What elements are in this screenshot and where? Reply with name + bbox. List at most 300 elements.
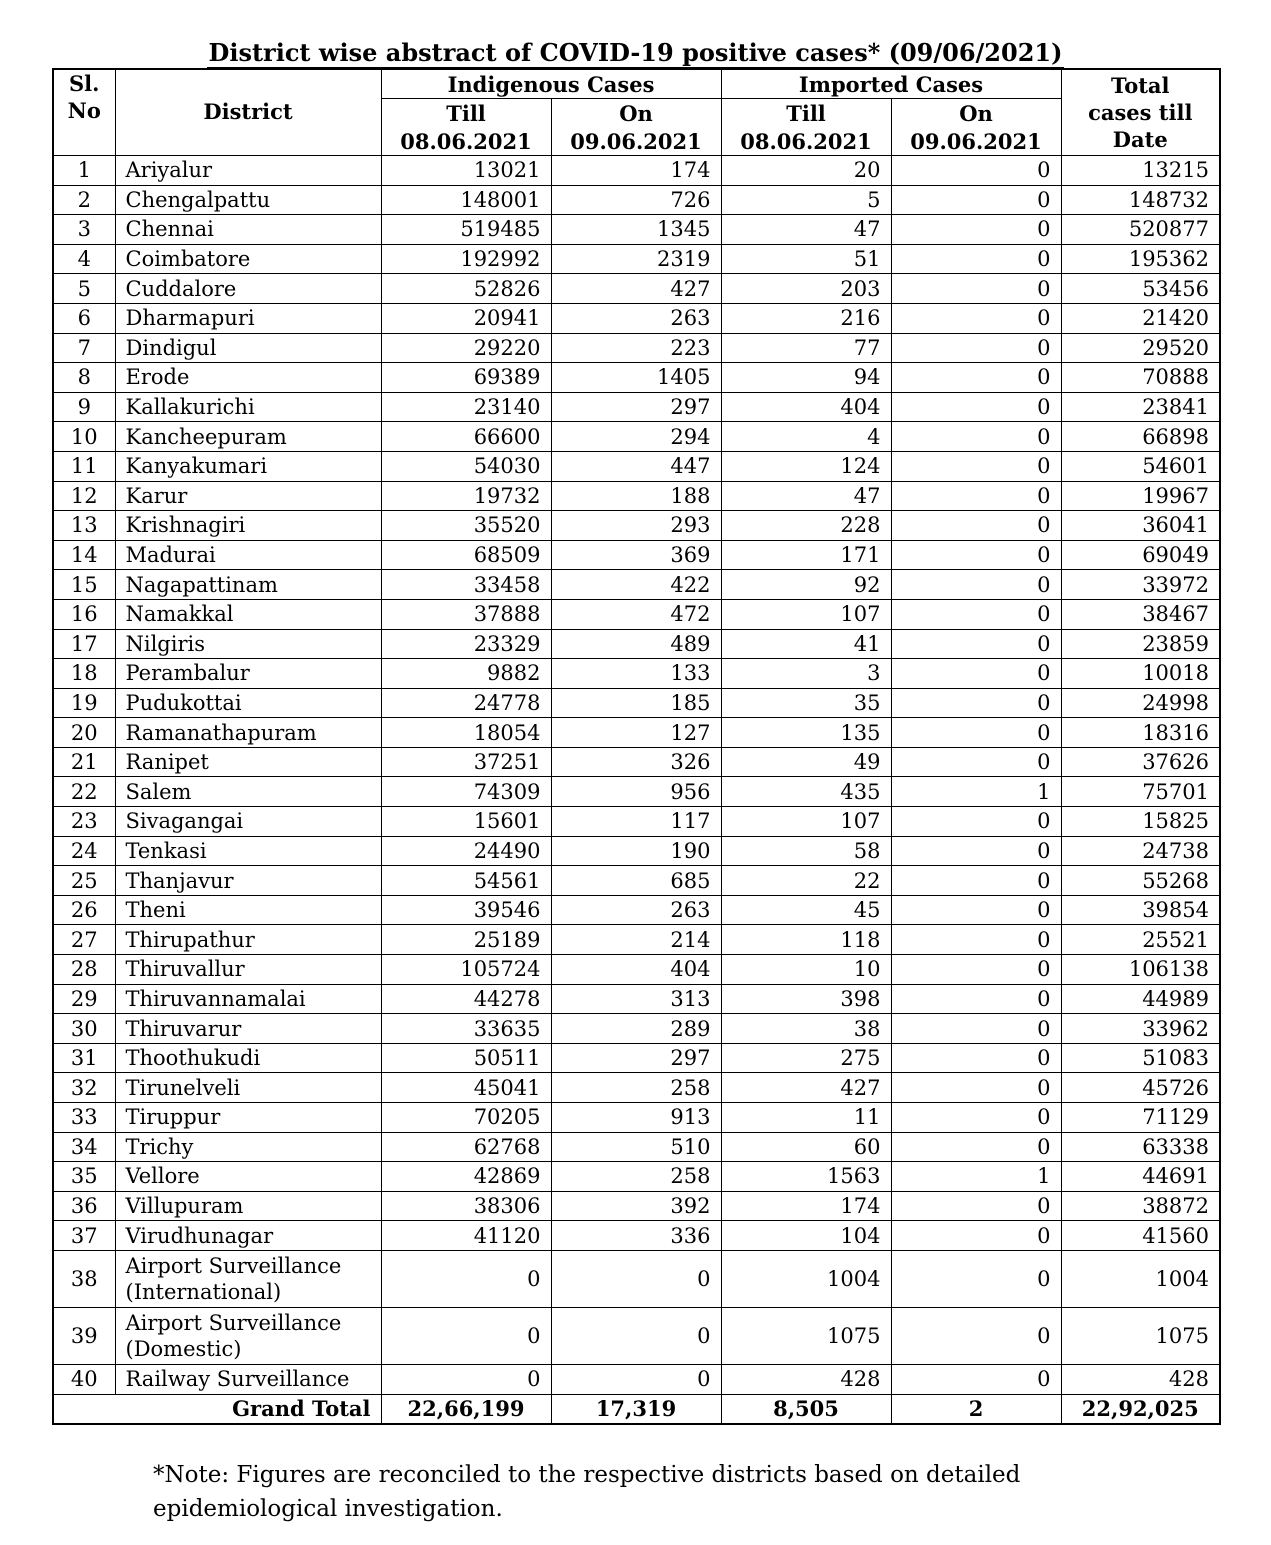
cell-ind-on: 185 [551,688,721,718]
cell-sl-no: 32 [53,1073,115,1103]
cell-imp-on: 0 [891,1307,1061,1364]
cell-imp-on: 0 [891,244,1061,274]
table-row [53,1364,1220,1394]
header-total-line2: cases till [1088,100,1193,125]
cell-imp-till: 1563 [721,1162,891,1192]
cell-ind-on: 289 [551,1014,721,1044]
cell-imp-till: 22 [721,866,891,896]
cell-ind-till: 18054 [381,718,551,748]
cell-ind-on: 0 [551,1364,721,1394]
footnote-line1: *Note: Figures are reconciled to the respective districts based on detailed [153,1462,1021,1488]
cell-ind-on: 133 [551,659,721,689]
cell-imp-on: 0 [891,1073,1061,1103]
cell-imp-till: 107 [721,807,891,837]
cell-ind-till: 148001 [381,185,551,215]
table-row [53,777,1220,807]
table-row [53,1132,1220,1162]
cell-ind-on: 685 [551,866,721,896]
cell-sl-no: 1 [53,156,115,186]
cell-ind-till: 192992 [381,244,551,274]
cell-imp-on: 0 [891,895,1061,925]
cell-ind-till: 519485 [381,215,551,245]
cell-imp-till: 118 [721,925,891,955]
cell-total: 38467 [1061,599,1220,629]
cell-total: 21420 [1061,303,1220,333]
cell-total: 25521 [1061,925,1220,955]
table-row [53,629,1220,659]
cell-total: 39854 [1061,895,1220,925]
table-row [53,451,1220,481]
cell-imp-on: 0 [891,984,1061,1014]
cell-district [115,1307,381,1364]
table-row [53,1103,1220,1133]
cell-ind-on: 1345 [551,215,721,245]
cell-total: 29520 [1061,333,1220,363]
cell-imp-on: 0 [891,451,1061,481]
header-ind-till-date: 08.06.2021 [381,127,551,156]
cell-district: Namakkal [115,599,381,629]
table-row [53,1191,1220,1221]
cell-district: Ranipet [115,747,381,777]
cell-ind-on: 214 [551,925,721,955]
cell-ind-on: 510 [551,1132,721,1162]
cell-district: Dharmapuri [115,303,381,333]
cell-sl-no: 28 [53,955,115,985]
cell-ind-on: 427 [551,274,721,304]
cell-imp-on: 0 [891,481,1061,511]
cell-imp-on: 0 [891,866,1061,896]
cell-total: 45726 [1061,1073,1220,1103]
cell-district: Thoothukudi [115,1043,381,1073]
cell-total: 15825 [1061,807,1220,837]
cell-ind-till: 35520 [381,511,551,541]
cell-imp-on: 0 [891,629,1061,659]
cell-imp-on: 0 [891,363,1061,393]
cell-district: Pudukottai [115,688,381,718]
cell-sl-no: 23 [53,807,115,837]
cell-imp-on: 0 [891,1014,1061,1044]
cell-total: 55268 [1061,866,1220,896]
header-ind-on-date: 09.06.2021 [551,127,721,156]
cell-imp-till: 35 [721,688,891,718]
cell-ind-till: 0 [381,1364,551,1394]
table-row [53,422,1220,452]
cell-district: Thiruvannamalai [115,984,381,1014]
cell-total: 38872 [1061,1191,1220,1221]
table-row [53,481,1220,511]
cell-imp-on: 0 [891,747,1061,777]
cell-imp-on: 1 [891,1162,1061,1192]
cell-sl-no: 39 [53,1307,115,1364]
cell-imp-till: 1004 [721,1250,891,1307]
cell-ind-on: 297 [551,1043,721,1073]
cell-imp-on: 0 [891,392,1061,422]
cell-district: Theni [115,895,381,925]
cell-imp-on: 0 [891,836,1061,866]
table-row [53,866,1220,896]
cell-district: Dindigul [115,333,381,363]
cell-total: 44691 [1061,1162,1220,1192]
cell-total: 66898 [1061,422,1220,452]
cell-total: 24998 [1061,688,1220,718]
cell-total: 195362 [1061,244,1220,274]
cell-sl-no: 38 [53,1250,115,1307]
cell-sl-no: 3 [53,215,115,245]
cell-district: Tiruppur [115,1103,381,1133]
cell-sl-no: 25 [53,866,115,896]
cell-district: Ariyalur [115,156,381,186]
cell-ind-on: 1405 [551,363,721,393]
cell-sl-no: 31 [53,1043,115,1073]
header-imp-till: Till [721,99,891,128]
table-body [53,156,1220,1395]
cell-total: 33962 [1061,1014,1220,1044]
cell-imp-till: 4 [721,422,891,452]
cell-imp-till: 94 [721,363,891,393]
cell-ind-till: 33635 [381,1014,551,1044]
cell-ind-on: 2319 [551,244,721,274]
cell-imp-till: 398 [721,984,891,1014]
cell-ind-till: 54561 [381,866,551,896]
table-row [53,895,1220,925]
cell-imp-on: 0 [891,1191,1061,1221]
footnote [153,1458,1113,1526]
cell-sl-no: 8 [53,363,115,393]
table-row [53,215,1220,245]
cell-total: 36041 [1061,511,1220,541]
cell-sl-no: 24 [53,836,115,866]
grand-total-ind-till: 22,66,199 [381,1394,551,1424]
cell-sl-no: 35 [53,1162,115,1192]
document-title [0,38,1271,68]
cell-ind-on: 263 [551,895,721,925]
cell-total: 41560 [1061,1221,1220,1251]
cell-sl-no: 20 [53,718,115,748]
cell-imp-on: 0 [891,215,1061,245]
cell-ind-till: 25189 [381,925,551,955]
cell-sl-no: 40 [53,1364,115,1394]
cell-district [115,1250,381,1307]
district-line1: Airport Surveillance [125,1253,342,1278]
cell-total: 13215 [1061,156,1220,186]
cell-total: 75701 [1061,777,1220,807]
district-line2: (International) [125,1279,282,1304]
cell-total: 520877 [1061,215,1220,245]
header-sl-no [53,69,115,156]
cell-imp-till: 38 [721,1014,891,1044]
table-row [53,363,1220,393]
cell-imp-on: 0 [891,540,1061,570]
cell-total: 24738 [1061,836,1220,866]
cell-sl-no: 13 [53,511,115,541]
cell-ind-on: 336 [551,1221,721,1251]
cell-ind-on: 188 [551,481,721,511]
cell-ind-till: 69389 [381,363,551,393]
table-row [53,747,1220,777]
cell-ind-till: 45041 [381,1073,551,1103]
header-indigenous: Indigenous Cases [381,69,721,99]
cell-sl-no: 29 [53,984,115,1014]
table-row [53,1043,1220,1073]
cell-district: Sivagangai [115,807,381,837]
cell-imp-till: 404 [721,392,891,422]
cell-imp-till: 60 [721,1132,891,1162]
table-row [53,570,1220,600]
cell-ind-till: 24778 [381,688,551,718]
cell-ind-till: 68509 [381,540,551,570]
cell-sl-no: 7 [53,333,115,363]
cell-imp-on: 0 [891,422,1061,452]
covid-abstract-table [52,68,1221,1425]
cell-imp-on: 0 [891,1221,1061,1251]
cell-imp-on: 0 [891,1132,1061,1162]
cell-ind-till: 9882 [381,659,551,689]
cell-district: Coimbatore [115,244,381,274]
cell-imp-till: 275 [721,1043,891,1073]
cell-district: Salem [115,777,381,807]
header-sl-no-line1: Sl. [69,71,100,96]
cell-district: Ramanathapuram [115,718,381,748]
cell-district: Tenkasi [115,836,381,866]
cell-imp-on: 0 [891,303,1061,333]
cell-sl-no: 10 [53,422,115,452]
cell-ind-on: 294 [551,422,721,452]
grand-total-row [53,1394,1220,1424]
cell-imp-on: 0 [891,333,1061,363]
cell-district: Virudhunagar [115,1221,381,1251]
cell-ind-on: 0 [551,1250,721,1307]
cell-sl-no: 22 [53,777,115,807]
cell-total: 63338 [1061,1132,1220,1162]
table-row [53,1307,1220,1364]
cell-district: Kallakurichi [115,392,381,422]
cell-total: 69049 [1061,540,1220,570]
header-sl-no-line2: No [67,98,101,123]
cell-imp-till: 58 [721,836,891,866]
cell-district: Thirupathur [115,925,381,955]
cell-imp-till: 174 [721,1191,891,1221]
cell-total: 33972 [1061,570,1220,600]
cell-imp-till: 427 [721,1073,891,1103]
cell-imp-till: 92 [721,570,891,600]
table-row [53,1073,1220,1103]
cell-imp-till: 10 [721,955,891,985]
cell-district: Erode [115,363,381,393]
cell-imp-on: 0 [891,156,1061,186]
cell-district: Perambalur [115,659,381,689]
cell-ind-till: 19732 [381,481,551,511]
cell-imp-till: 104 [721,1221,891,1251]
cell-sl-no: 17 [53,629,115,659]
cell-ind-on: 447 [551,451,721,481]
table-row [53,1221,1220,1251]
header-ind-till: Till [381,99,551,128]
table-row [53,156,1220,186]
grand-total-imp-till: 8,505 [721,1394,891,1424]
cell-ind-till: 70205 [381,1103,551,1133]
cell-district: Thanjavur [115,866,381,896]
cell-ind-on: 369 [551,540,721,570]
cell-imp-on: 0 [891,1043,1061,1073]
cell-imp-on: 0 [891,274,1061,304]
cell-ind-till: 0 [381,1250,551,1307]
cell-ind-on: 489 [551,629,721,659]
cell-imp-till: 135 [721,718,891,748]
cell-sl-no: 26 [53,895,115,925]
cell-imp-till: 47 [721,481,891,511]
grand-total-ind-on: 17,319 [551,1394,721,1424]
cell-total: 1004 [1061,1250,1220,1307]
cell-total: 54601 [1061,451,1220,481]
cell-district: Nilgiris [115,629,381,659]
cell-imp-till: 47 [721,215,891,245]
cell-district: Kancheepuram [115,422,381,452]
cell-imp-till: 216 [721,303,891,333]
cell-sl-no: 34 [53,1132,115,1162]
cell-imp-till: 3 [721,659,891,689]
cell-imp-on: 0 [891,511,1061,541]
cell-total: 1075 [1061,1307,1220,1364]
cell-ind-till: 37251 [381,747,551,777]
cell-district: Karur [115,481,381,511]
cell-ind-on: 913 [551,1103,721,1133]
district-line2: (Domestic) [125,1336,242,1361]
cell-imp-till: 51 [721,244,891,274]
cell-sl-no: 9 [53,392,115,422]
table-row [53,303,1220,333]
cell-ind-till: 24490 [381,836,551,866]
cell-ind-till: 50511 [381,1043,551,1073]
cell-ind-till: 44278 [381,984,551,1014]
cell-district: Tirunelveli [115,1073,381,1103]
cell-imp-till: 1075 [721,1307,891,1364]
cell-ind-till: 29220 [381,333,551,363]
cell-total: 10018 [1061,659,1220,689]
cell-ind-on: 422 [551,570,721,600]
cell-ind-till: 37888 [381,599,551,629]
cell-sl-no: 27 [53,925,115,955]
cell-total: 71129 [1061,1103,1220,1133]
cell-district: Villupuram [115,1191,381,1221]
table-row [53,1250,1220,1307]
grand-total-total: 22,92,025 [1061,1394,1220,1424]
table-row [53,599,1220,629]
cell-imp-on: 0 [891,185,1061,215]
cell-imp-till: 45 [721,895,891,925]
cell-imp-on: 0 [891,688,1061,718]
table-row [53,244,1220,274]
cell-imp-till: 203 [721,274,891,304]
cell-ind-on: 174 [551,156,721,186]
cell-imp-till: 41 [721,629,891,659]
header-imp-on: On [891,99,1061,128]
cell-ind-till: 23140 [381,392,551,422]
cell-ind-on: 293 [551,511,721,541]
title-text: District wise abstract of COVID-19 positive cases* (09/06/2021) [208,38,1063,67]
cell-district: Kanyakumari [115,451,381,481]
table-row [53,659,1220,689]
cell-ind-till: 74309 [381,777,551,807]
cell-ind-on: 313 [551,984,721,1014]
cell-imp-on: 0 [891,1250,1061,1307]
table-row [53,511,1220,541]
cell-ind-till: 54030 [381,451,551,481]
cell-ind-till: 105724 [381,955,551,985]
cell-ind-on: 0 [551,1307,721,1364]
table-header [53,69,1220,156]
cell-sl-no: 11 [53,451,115,481]
grand-total-label: Grand Total [53,1394,381,1424]
cell-sl-no: 12 [53,481,115,511]
cell-imp-till: 228 [721,511,891,541]
header-total-line3: Date [1112,127,1168,152]
cell-sl-no: 16 [53,599,115,629]
cell-district: Madurai [115,540,381,570]
cell-imp-till: 49 [721,747,891,777]
cell-imp-on: 0 [891,1103,1061,1133]
header-imported: Imported Cases [721,69,1061,99]
cell-sl-no: 15 [53,570,115,600]
cell-total: 18316 [1061,718,1220,748]
cell-ind-till: 39546 [381,895,551,925]
cell-imp-till: 171 [721,540,891,570]
cell-imp-till: 435 [721,777,891,807]
cell-district: Thiruvarur [115,1014,381,1044]
cell-imp-on: 0 [891,925,1061,955]
cell-imp-on: 0 [891,718,1061,748]
cell-imp-till: 124 [721,451,891,481]
district-line1: Airport Surveillance [125,1310,342,1335]
table-row [53,1014,1220,1044]
cell-district: Chengalpattu [115,185,381,215]
cell-district: Krishnagiri [115,511,381,541]
cell-sl-no: 37 [53,1221,115,1251]
cell-imp-on: 1 [891,777,1061,807]
table-row [53,688,1220,718]
cell-ind-till: 13021 [381,156,551,186]
cell-ind-till: 41120 [381,1221,551,1251]
cell-imp-on: 0 [891,599,1061,629]
cell-ind-on: 258 [551,1073,721,1103]
table-row [53,1162,1220,1192]
cell-imp-on: 0 [891,1364,1061,1394]
header-ind-on: On [551,99,721,128]
cell-sl-no: 36 [53,1191,115,1221]
cell-ind-on: 263 [551,303,721,333]
cell-ind-till: 20941 [381,303,551,333]
cell-sl-no: 5 [53,274,115,304]
cell-ind-on: 258 [551,1162,721,1192]
cell-total: 70888 [1061,363,1220,393]
cell-imp-on: 0 [891,807,1061,837]
cell-imp-till: 20 [721,156,891,186]
cell-ind-on: 127 [551,718,721,748]
cell-total: 23859 [1061,629,1220,659]
cell-imp-till: 11 [721,1103,891,1133]
cell-district: Nagapattinam [115,570,381,600]
cell-ind-till: 62768 [381,1132,551,1162]
header-imp-till-date: 08.06.2021 [721,127,891,156]
header-imp-on-date: 09.06.2021 [891,127,1061,156]
cell-district: Railway Surveillance [115,1364,381,1394]
cell-ind-on: 726 [551,185,721,215]
table-row [53,333,1220,363]
cell-total: 37626 [1061,747,1220,777]
cell-total: 428 [1061,1364,1220,1394]
cell-ind-till: 15601 [381,807,551,837]
cell-sl-no: 21 [53,747,115,777]
cell-imp-till: 77 [721,333,891,363]
